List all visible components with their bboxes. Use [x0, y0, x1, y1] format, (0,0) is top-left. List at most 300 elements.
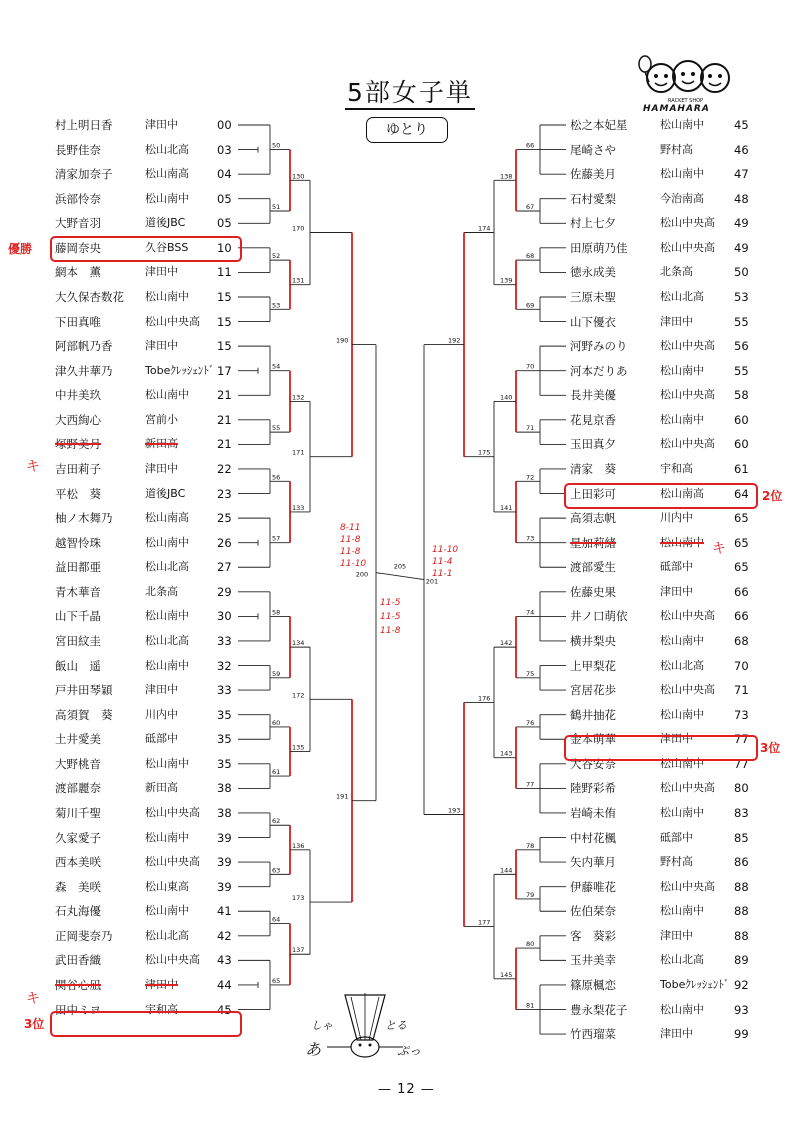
- match-number: 58: [272, 608, 281, 617]
- player-seed: 15: [217, 314, 232, 329]
- player-seed: 88: [734, 879, 749, 894]
- player-name: 岩崎未侑: [570, 805, 616, 820]
- player-seed: 10: [217, 240, 232, 255]
- player-name: 吉田莉子: [55, 461, 101, 476]
- player-name: 河本だりあ: [570, 363, 628, 378]
- player-name: 清家 葵: [570, 461, 616, 476]
- player-seed: 39: [217, 855, 232, 870]
- player-seed: 35: [217, 756, 232, 771]
- match-number: 132: [292, 393, 305, 402]
- player-seed: 77: [734, 756, 749, 771]
- player-club: 松山北高: [660, 658, 704, 672]
- match-number: 57: [272, 534, 281, 543]
- player-club: 宇和高: [660, 461, 693, 475]
- player-club: 川内中: [145, 707, 178, 721]
- player-seed: 42: [217, 928, 232, 943]
- player-name: 竹西瑠菜: [570, 1027, 616, 1042]
- match-number: 63: [272, 866, 281, 875]
- player-name: 徳永成美: [570, 265, 616, 280]
- player-club: 宮前小: [145, 412, 178, 426]
- player-club: 津田中: [145, 339, 178, 353]
- second-place-highlight: [564, 483, 758, 509]
- player-club: 津田中: [660, 314, 693, 328]
- match-number: 80: [526, 940, 535, 949]
- player-name: 藤岡奈央: [55, 240, 101, 255]
- player-club: 松山北高: [145, 142, 189, 156]
- final-score: 11-5: [380, 612, 401, 622]
- player-name: 佐藤史果: [570, 584, 616, 599]
- match-number: 66: [526, 141, 535, 150]
- player-name: 花見京香: [570, 412, 616, 427]
- player-name: 豊永梨花子: [570, 1002, 628, 1017]
- match-number: 133: [292, 503, 305, 512]
- player-club: 新田高: [145, 437, 178, 451]
- player-name: 関谷心凪: [55, 977, 101, 992]
- shuttlecock-mascot: [305, 985, 425, 1070]
- mascot-text-2: とる: [385, 1019, 407, 1032]
- final-score: 11-5: [380, 598, 401, 608]
- match-number: 139: [500, 276, 513, 285]
- player-seed: 88: [734, 928, 749, 943]
- player-seed: 83: [734, 805, 749, 820]
- player-club: 今治南高: [660, 191, 704, 205]
- match-number: 78: [526, 841, 535, 850]
- category-label: ゆとり: [366, 117, 448, 143]
- player-seed: 29: [217, 584, 232, 599]
- player-name: 横井梨央: [570, 633, 616, 648]
- player-name: 矢内華月: [570, 855, 616, 870]
- player-seed: 68: [734, 633, 749, 648]
- player-club: 津田中: [145, 265, 178, 279]
- player-name: 玉井美幸: [570, 953, 616, 968]
- player-name: 河野みのり: [570, 339, 628, 354]
- player-name: 宮田紋圭: [55, 633, 101, 648]
- semi-left-score: 11-8: [340, 535, 361, 545]
- match-number: 138: [500, 172, 513, 181]
- player-name: 井ノ口萌依: [570, 609, 628, 624]
- player-name: 網本 薫: [55, 265, 101, 280]
- player-seed: 17: [217, 363, 232, 378]
- match-number: 51: [272, 202, 281, 211]
- player-name: 中井美玖: [55, 388, 101, 403]
- player-seed: 27: [217, 560, 232, 575]
- player-name: 下田真唯: [55, 314, 101, 329]
- player-club: 松山南中: [145, 191, 189, 205]
- player-seed: 66: [734, 584, 749, 599]
- player-club: 松山北高: [145, 928, 189, 942]
- match-number: 59: [272, 669, 281, 678]
- player-seed: 38: [217, 781, 232, 796]
- match-number: 173: [292, 894, 305, 903]
- player-seed: 39: [217, 879, 232, 894]
- player-name: 宮居花歩: [570, 683, 616, 698]
- player-club: 松山南中: [660, 756, 704, 770]
- player-name: 青木華音: [55, 584, 101, 599]
- player-name: 大谷安奈: [570, 756, 616, 771]
- match-number: 171: [292, 448, 305, 457]
- player-club: 松山南中: [660, 633, 704, 647]
- player-club: Tobeｸﾚｯｼｪﾝﾄﾞ: [145, 363, 215, 377]
- player-seed: 15: [217, 289, 232, 304]
- match-number: 67: [526, 202, 535, 211]
- player-seed: 55: [734, 314, 749, 329]
- match-number: 174: [478, 224, 491, 233]
- player-seed: 33: [217, 633, 232, 648]
- match-number: 140: [500, 393, 513, 402]
- player-name: 金本萌華: [570, 732, 616, 747]
- player-seed: 49: [734, 240, 749, 255]
- player-name: 星加莉緒: [570, 535, 616, 550]
- player-club: 松山南中: [660, 118, 704, 131]
- match-number: 177: [478, 918, 491, 927]
- player-seed: 70: [734, 658, 749, 673]
- bracket-line: [376, 573, 424, 580]
- match-number: 141: [500, 503, 513, 512]
- player-seed: 86: [734, 855, 749, 870]
- player-seed: 46: [734, 142, 749, 157]
- match-number: 64: [272, 915, 281, 924]
- player-name: 渡部愛生: [570, 560, 616, 575]
- player-seed: 25: [217, 511, 232, 526]
- player-club: 松山南中: [660, 412, 704, 426]
- player-seed: 64: [734, 486, 749, 501]
- player-club: 松山南中: [145, 289, 189, 303]
- match-number: 192: [448, 336, 461, 345]
- player-name: 長野佳奈: [55, 142, 101, 157]
- final-match-number: 205: [393, 562, 407, 571]
- third-place-left-highlight: [50, 1011, 242, 1037]
- player-name: 三原未聖: [570, 289, 616, 304]
- player-seed: 93: [734, 1002, 749, 1017]
- player-seed: 60: [734, 412, 749, 427]
- player-club: 砥部中: [660, 830, 693, 844]
- player-club: 松山中央高: [660, 339, 715, 353]
- match-number: 61: [272, 768, 281, 777]
- player-club: 津田中: [660, 584, 693, 598]
- player-seed: 65: [734, 560, 749, 575]
- semi-right-score: 11-10: [432, 545, 459, 555]
- player-club: 松山南中: [145, 756, 189, 770]
- player-seed: 66: [734, 609, 749, 624]
- player-seed: 58: [734, 388, 749, 403]
- player-club: 松山南高: [145, 167, 189, 181]
- player-club: 松山中央高: [660, 879, 715, 893]
- match-number: 71: [526, 424, 535, 433]
- match-number: 131: [292, 276, 305, 285]
- player-club: 松山中央高: [660, 216, 715, 230]
- player-seed: 56: [734, 339, 749, 354]
- player-seed: 15: [217, 339, 232, 354]
- third-place-right-label: 3位: [760, 741, 781, 755]
- player-seed: 99: [734, 1027, 749, 1042]
- player-club: 松山中央高: [660, 240, 715, 254]
- player-club: 津田中: [660, 732, 693, 746]
- player-seed: 03: [217, 142, 232, 157]
- player-name: 鶴井抽花: [570, 707, 616, 722]
- match-number: 65: [272, 976, 281, 985]
- match-number: 176: [478, 694, 491, 703]
- player-seed: 21: [217, 412, 232, 427]
- player-name: 菊川千聖: [55, 805, 101, 820]
- player-name: 松之本妃星: [570, 118, 628, 132]
- player-club: 北条高: [145, 584, 178, 598]
- match-number: 76: [526, 718, 535, 727]
- player-seed: 43: [217, 953, 232, 968]
- player-club: 宇和高: [145, 1002, 178, 1016]
- match-number: 60: [272, 718, 281, 727]
- match-number: 50: [272, 141, 281, 150]
- player-name: 村上明日香: [55, 118, 113, 132]
- player-club: 松山南中: [145, 609, 189, 623]
- player-seed: 61: [734, 461, 749, 476]
- match-number: 136: [292, 841, 305, 850]
- player-club: 松山南高: [660, 486, 704, 500]
- player-club: 松山南中: [660, 805, 704, 819]
- player-seed: 21: [217, 437, 232, 452]
- match-number: 62: [272, 817, 281, 826]
- player-seed: 80: [734, 781, 749, 796]
- player-club: 松山中央高: [145, 805, 200, 819]
- player-club: 砥部中: [145, 732, 178, 746]
- player-club: 松山北高: [145, 633, 189, 647]
- match-number: 68: [526, 252, 535, 261]
- match-number: 56: [272, 473, 281, 482]
- match-number: 193: [448, 806, 461, 815]
- player-club: 松山中央高: [660, 683, 715, 697]
- player-name: 石丸海優: [55, 904, 101, 919]
- match-number: 79: [526, 890, 535, 899]
- player-club: 松山北高: [660, 953, 704, 967]
- player-name: 田中ミヨ: [55, 1002, 101, 1017]
- player-club: 松山南中: [660, 707, 704, 721]
- player-name: 大野音羽: [55, 216, 101, 231]
- player-club: 松山東高: [145, 879, 189, 893]
- player-club: 津田中: [660, 1027, 693, 1041]
- logo-caption: RACKET SHOP: [668, 98, 704, 104]
- player-name: 飯山 遥: [55, 658, 101, 673]
- player-seed: 50: [734, 265, 749, 280]
- player-name: 篠原楓恋: [570, 977, 616, 992]
- match-number: 130: [292, 172, 305, 181]
- player-club: 松山南中: [145, 658, 189, 672]
- match-number: 143: [500, 749, 513, 758]
- player-club: 松山南中: [660, 535, 704, 549]
- player-name: 田原萌乃佳: [570, 240, 628, 255]
- player-seed: 85: [734, 830, 749, 845]
- player-seed: 33: [217, 683, 232, 698]
- match-number: 142: [500, 639, 513, 648]
- player-seed: 71: [734, 683, 749, 698]
- player-club: 松山中央高: [660, 609, 715, 623]
- player-seed: 00: [217, 118, 232, 132]
- player-name: 阿部帆乃香: [55, 339, 113, 354]
- player-club: 津田中: [145, 118, 178, 131]
- final-score: 11-8: [380, 626, 401, 636]
- player-name: 津久井華乃: [55, 363, 113, 378]
- player-seed: 05: [217, 216, 232, 231]
- player-club: 松山中央高: [145, 314, 200, 328]
- player-seed: 60: [734, 437, 749, 452]
- player-seed: 21: [217, 388, 232, 403]
- player-club: 道後JBC: [145, 486, 186, 500]
- player-club: 松山北高: [145, 560, 189, 574]
- match-number: 69: [526, 301, 535, 310]
- player-seed: 92: [734, 977, 749, 992]
- player-club: 松山中央高: [660, 781, 715, 795]
- champion-highlight: [50, 236, 242, 262]
- player-seed: 04: [217, 167, 232, 182]
- player-club: 松山南中: [660, 167, 704, 181]
- player-seed: 45: [217, 1002, 232, 1017]
- match-number: 75: [526, 669, 535, 678]
- player-club: 久谷BSS: [145, 240, 189, 254]
- player-seed: 49: [734, 216, 749, 231]
- player-seed: 23: [217, 486, 232, 501]
- player-name: 清家加奈子: [55, 167, 113, 182]
- player-name: 正岡斐奈乃: [55, 928, 113, 943]
- match-number: 77: [526, 780, 535, 789]
- player-name: 平松 葵: [55, 486, 101, 501]
- mascot-text-3: あ: [305, 1040, 322, 1059]
- match-number: 190: [336, 336, 349, 345]
- match-number: 144: [500, 866, 513, 875]
- withdraw-mark-1: キ: [26, 459, 40, 475]
- player-seed: 73: [734, 707, 749, 722]
- player-name: 玉田真夕: [570, 437, 616, 452]
- third-place-right-highlight: [564, 735, 758, 761]
- semi-right-score: 11-4: [432, 557, 453, 567]
- player-club: 松山南中: [145, 388, 189, 402]
- player-name: 大西絢心: [55, 412, 101, 427]
- match-number: 145: [500, 970, 513, 979]
- player-club: 松山南中: [660, 1002, 704, 1016]
- player-club: 松山北高: [660, 289, 704, 303]
- player-name: 久家愛子: [55, 830, 101, 845]
- player-name: 山下優衣: [570, 314, 616, 329]
- player-name: 柚ノ木舞乃: [55, 511, 113, 526]
- player-name: 越智怜珠: [55, 535, 101, 550]
- player-club: 津田中: [145, 461, 178, 475]
- player-seed: 65: [734, 511, 749, 526]
- second-place-label: 2位: [762, 489, 783, 503]
- player-seed: 55: [734, 363, 749, 378]
- match-number: 70: [526, 362, 535, 371]
- player-name: 浜部怜奈: [55, 191, 101, 206]
- semi-final-number-right: 201: [425, 577, 439, 586]
- player-club: 津田中: [145, 683, 178, 697]
- player-club: 津田中: [145, 977, 178, 991]
- semi-final-number-left: 200: [355, 570, 369, 579]
- player-name: 高須賀 葵: [55, 707, 113, 722]
- player-name: 伊藤唯花: [570, 879, 616, 894]
- page-number: — 12 —: [378, 1082, 435, 1097]
- player-name: 大野桃音: [55, 756, 101, 771]
- match-number: 52: [272, 252, 281, 261]
- match-number: 54: [272, 362, 281, 371]
- player-seed: 53: [734, 289, 749, 304]
- player-club: 松山南中: [145, 904, 189, 918]
- player-name: 陸野彩希: [570, 781, 616, 796]
- player-club: 松山中央高: [145, 953, 200, 967]
- match-number: 137: [292, 946, 305, 955]
- player-name: 尾崎さや: [570, 142, 616, 157]
- player-name: 石村愛梨: [570, 191, 616, 206]
- player-name: 塚野美月: [55, 437, 101, 452]
- player-club: 川内中: [660, 511, 693, 525]
- semi-left-score: 11-10: [340, 559, 367, 569]
- player-club: Tobeｸﾚｯｼｪﾝﾄﾞ: [660, 977, 730, 991]
- champion-label: 優勝: [8, 242, 33, 256]
- player-seed: 44: [217, 977, 232, 992]
- match-number: 170: [292, 224, 305, 233]
- semi-left-score: 8-11: [340, 523, 361, 533]
- player-seed: 05: [217, 191, 232, 206]
- player-seed: 11: [217, 265, 232, 280]
- player-name: 益田都亜: [55, 560, 101, 575]
- player-seed: 45: [734, 118, 749, 132]
- match-number: 175: [478, 448, 491, 457]
- withdraw-mark-3: キ: [712, 541, 726, 557]
- match-number: 191: [336, 792, 349, 801]
- player-club: 松山南中: [145, 830, 189, 844]
- player-name: 戸井田琴穎: [55, 683, 113, 698]
- semi-left-score: 11-8: [340, 547, 361, 557]
- withdraw-mark-2: キ: [26, 991, 40, 1007]
- player-seed: 48: [734, 191, 749, 206]
- player-name: 西本美咲: [55, 855, 101, 870]
- player-name: 上甲梨花: [570, 658, 616, 673]
- match-number: 135: [292, 743, 305, 752]
- match-number: 53: [272, 301, 281, 310]
- logo-name: HAMAHARA: [643, 104, 710, 114]
- player-name: 上田彩可: [570, 486, 616, 501]
- player-name: 森 美咲: [55, 879, 101, 894]
- match-number: 72: [526, 473, 535, 482]
- player-club: 野村高: [660, 855, 693, 869]
- player-club: 砥部中: [660, 560, 693, 574]
- player-seed: 39: [217, 830, 232, 845]
- player-club: 松山中央高: [660, 437, 715, 451]
- player-seed: 47: [734, 167, 749, 182]
- mascot-text-1: しゃ: [311, 1019, 333, 1032]
- player-name: 高須志帆: [570, 511, 616, 526]
- match-number: 81: [526, 1001, 535, 1010]
- semi-right-score: 11-1: [432, 569, 453, 579]
- match-number: 172: [292, 691, 305, 700]
- player-club: 津田中: [660, 928, 693, 942]
- player-club: 北条高: [660, 265, 693, 279]
- player-name: 村上七夕: [570, 216, 616, 231]
- match-number: 73: [526, 534, 535, 543]
- player-name: 客 葵彩: [570, 928, 616, 943]
- player-club: 松山中央高: [145, 855, 200, 869]
- player-seed: 22: [217, 461, 232, 476]
- mascot-text-4: ぷっ: [397, 1044, 422, 1058]
- player-seed: 77: [734, 732, 749, 747]
- player-club: 松山南中: [145, 535, 189, 549]
- player-club: 松山南中: [660, 904, 704, 918]
- player-club: 野村高: [660, 142, 693, 156]
- player-seed: 32: [217, 658, 232, 673]
- player-seed: 35: [217, 732, 232, 747]
- player-name: 武田香織: [55, 953, 101, 968]
- player-club: 道後JBC: [145, 216, 186, 230]
- third-place-left-label: 3位: [24, 1017, 45, 1031]
- player-name: 佐藤美月: [570, 167, 616, 182]
- player-seed: 65: [734, 535, 749, 550]
- match-number: 55: [272, 424, 281, 433]
- player-name: 山下千晶: [55, 609, 101, 624]
